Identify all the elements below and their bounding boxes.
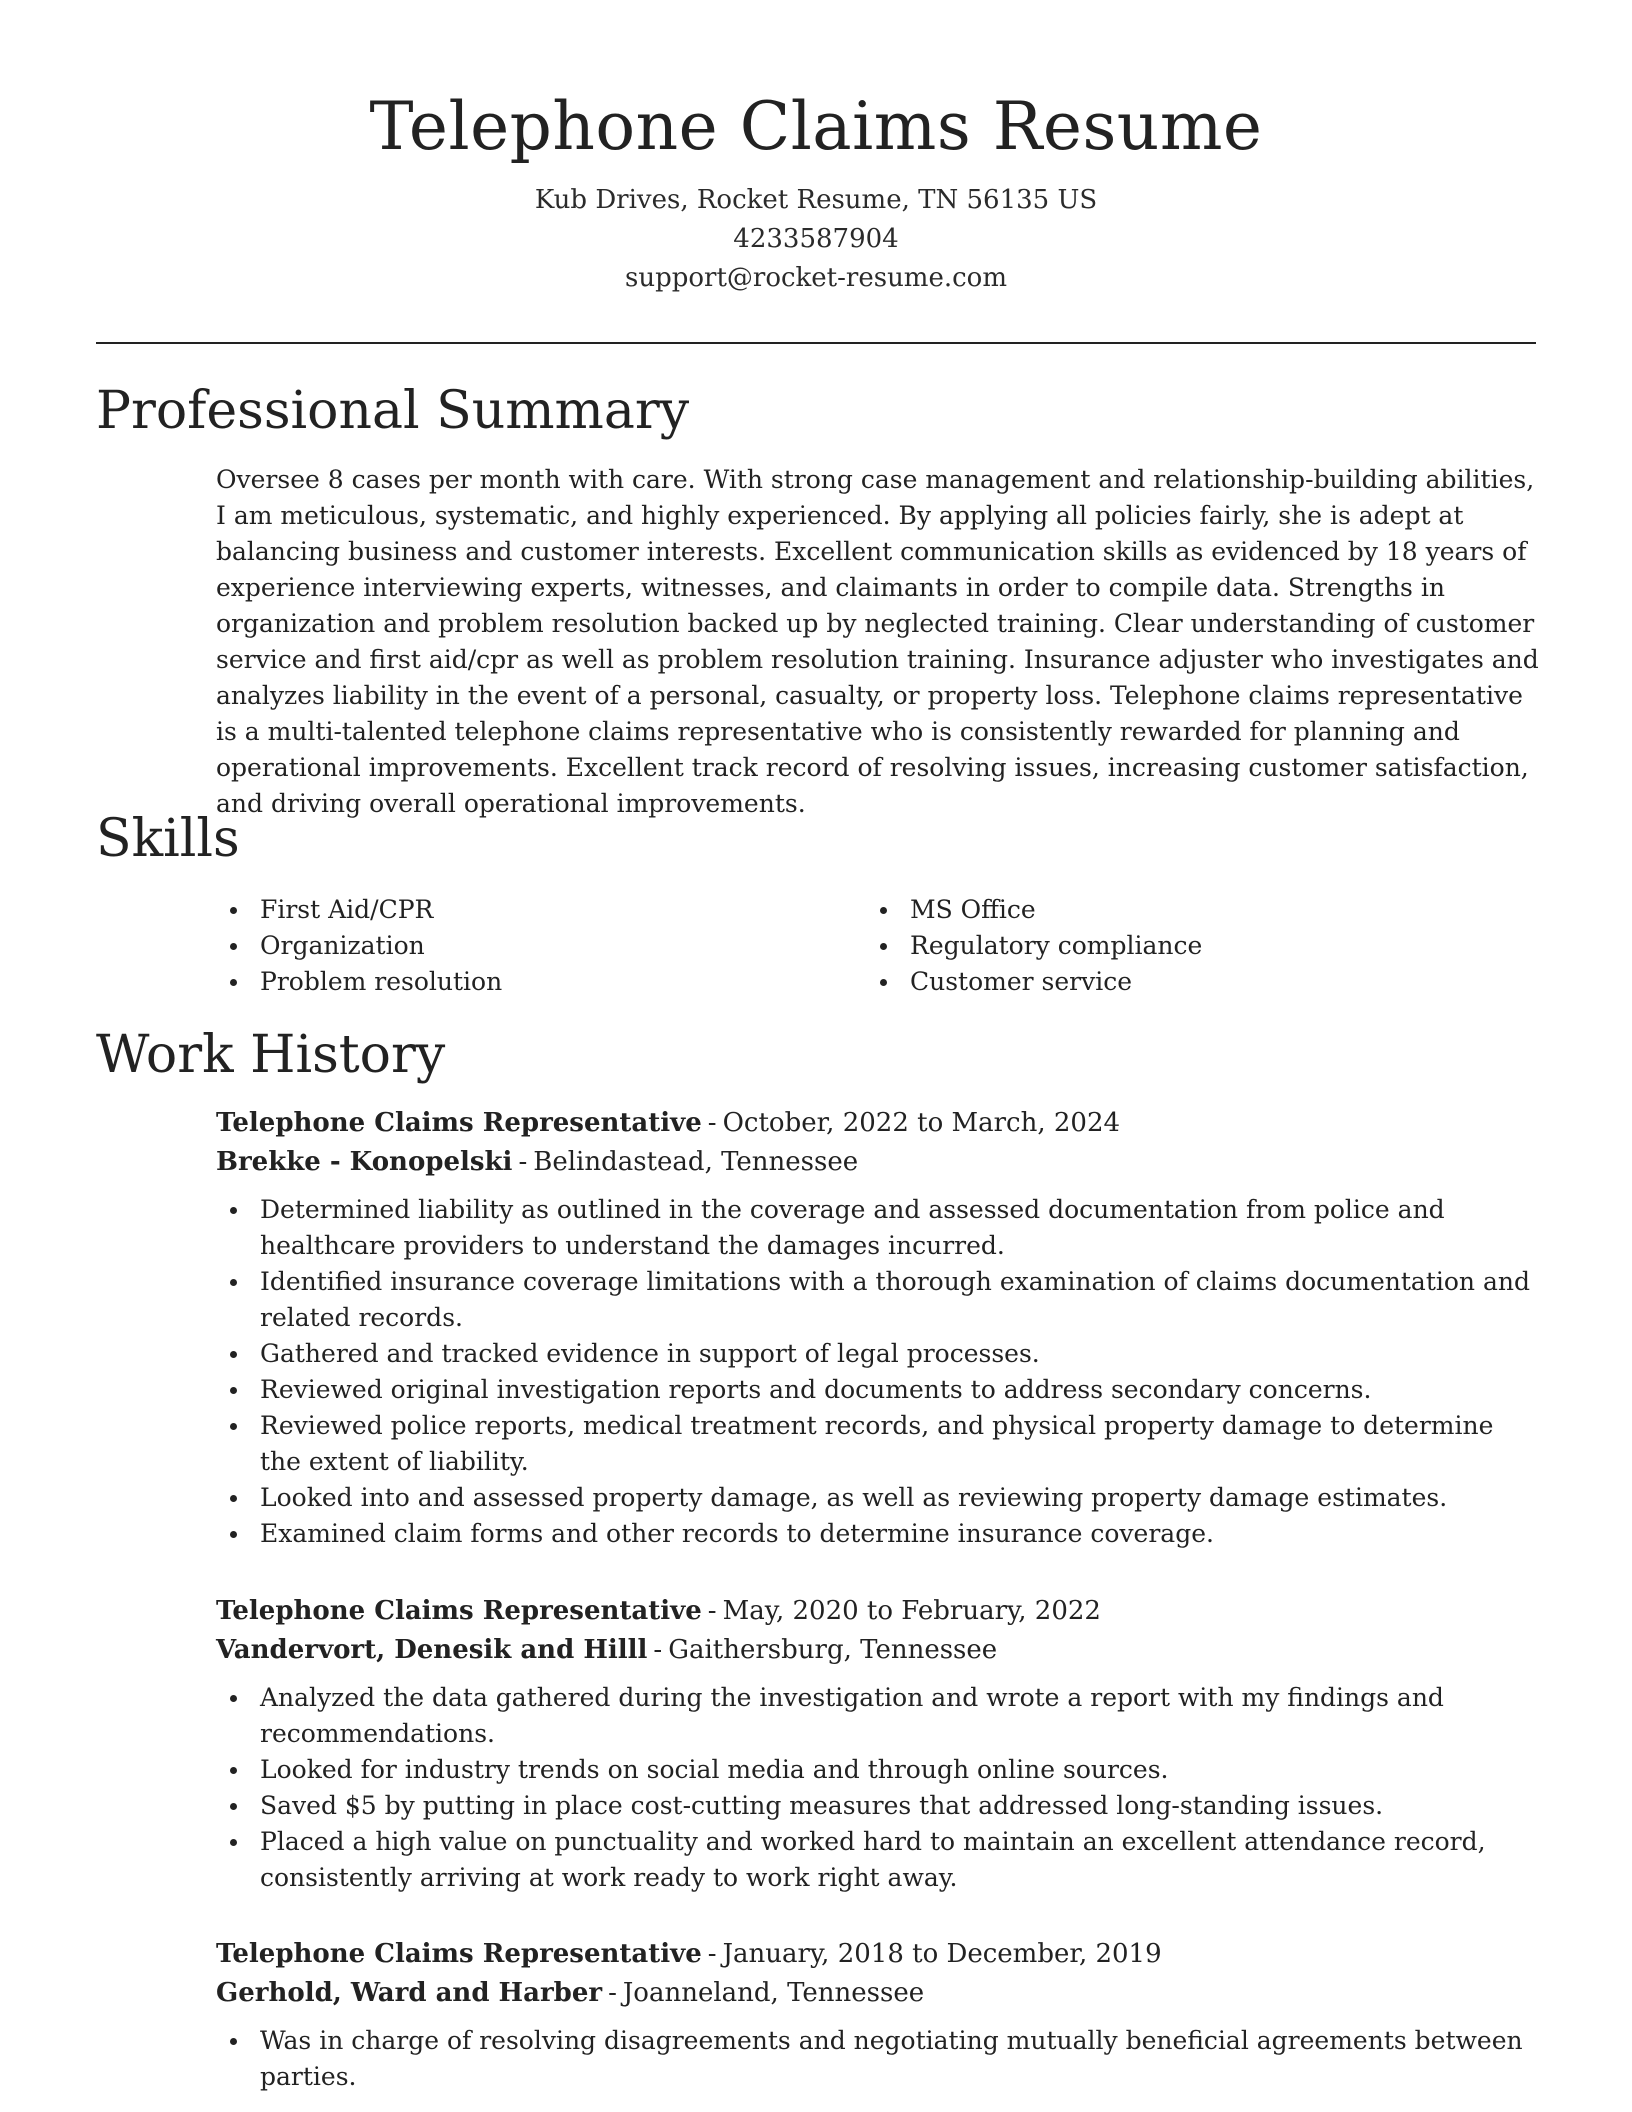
- separator: -: [707, 1596, 717, 1626]
- job-bullets: [216, 2023, 1540, 2095]
- skills-column-left: [216, 892, 502, 1000]
- separator: -: [707, 1939, 717, 1969]
- job-title-line: [216, 1104, 1540, 1142]
- job-company: Vandervort, Denesik and Hilll: [216, 1635, 648, 1665]
- skill-item: Customer service: [866, 964, 1202, 1000]
- job-dates: October, 2022 to March, 2024: [722, 1108, 1121, 1138]
- job-company-line: [216, 1142, 1540, 1182]
- separator: -: [707, 1108, 717, 1138]
- separator: -: [653, 1635, 663, 1665]
- job-entry: [216, 1592, 1540, 1896]
- job-bullet: Gathered and tracked evidence in support of legal processes.: [216, 1336, 1540, 1372]
- job-title-line: [216, 1935, 1540, 1973]
- job-bullet: Placed a high value on punctuality and worked hard to maintain an excellent attendance record, consistently arriving at work ready to work right away.: [216, 1824, 1540, 1896]
- skill-item: Regulatory compliance: [866, 928, 1202, 964]
- job-company: Brekke - Konopelski: [216, 1147, 513, 1177]
- job-bullet: Looked into and assessed property damage, as well as reviewing property damage estimates.: [216, 1480, 1540, 1516]
- job-entry: [216, 1935, 1540, 2095]
- skills-column-right: [866, 892, 1202, 1000]
- job-location: Joanneland, Tennessee: [622, 1978, 925, 2008]
- job-bullet: Analyzed the data gathered during the investigation and wrote a report with my findings and recommendations.: [216, 1680, 1540, 1752]
- job-company: Gerhold, Ward and Harber: [216, 1978, 603, 2008]
- contact-email: support@rocket-resume.com: [624, 263, 1007, 293]
- header-divider: [96, 342, 1536, 344]
- job-bullets: [216, 1680, 1540, 1896]
- skill-item: First Aid/CPR: [216, 892, 502, 928]
- job-bullet: Examined claim forms and other records to determine insurance coverage.: [216, 1516, 1540, 1552]
- skill-item: Organization: [216, 928, 502, 964]
- job-bullet: Identified insurance coverage limitations with a thorough examination of claims documentation and related records.: [216, 1264, 1540, 1336]
- contact-phone: 4233587904: [733, 224, 899, 254]
- skills-heading: Skills: [96, 809, 240, 869]
- job-title: Telephone Claims Representative: [216, 1108, 702, 1138]
- job-dates: May, 2020 to February, 2022: [722, 1596, 1101, 1626]
- job-title: Telephone Claims Representative: [216, 1596, 702, 1626]
- job-location: Gaithersburg, Tennessee: [668, 1635, 998, 1665]
- job-entry: [216, 1104, 1540, 1552]
- job-dates: January, 2018 to December, 2019: [722, 1939, 1162, 1969]
- job-location: Belindastead, Tennessee: [533, 1147, 859, 1177]
- job-title-line: [216, 1592, 1540, 1630]
- job-bullet: Looked for industry trends on social media and through online sources.: [216, 1752, 1540, 1788]
- job-bullet: Determined liability as outlined in the coverage and assessed documentation from police and healthcare providers to understand the damages incurred.: [216, 1192, 1540, 1264]
- separator: -: [518, 1147, 528, 1177]
- job-bullet: Reviewed police reports, medical treatment records, and physical property damage to determine the extent of liability.: [216, 1408, 1540, 1480]
- summary-heading: Professional Summary: [96, 381, 690, 441]
- job-title: Telephone Claims Representative: [216, 1939, 702, 1969]
- separator: -: [608, 1978, 617, 2008]
- job-company-line: [216, 1630, 1540, 1670]
- job-bullet: Was in charge of resolving disagreements and negotiating mutually beneficial agreements between parties.: [216, 2023, 1540, 2095]
- skill-item: Problem resolution: [216, 964, 502, 1000]
- job-bullet: Saved $5 by putting in place cost-cutting measures that addressed long-standing issues.: [216, 1788, 1540, 1824]
- contact-address: Kub Drives, Rocket Resume, TN 56135 US: [534, 185, 1098, 215]
- skill-item: MS Office: [866, 892, 1202, 928]
- summary-text: Oversee 8 cases per month with care. With strong case management and relationship-building abilities, I am meticulous, systematic, and highly experienced. By applying all policies fairly, she is adept at balancing business and customer interests. Excellent communication skills as evidenced by 18 years of experience interviewing experts, witnesses, and claimants in order to compile data. Strengths in organization and problem resolution backed up by neglected training. Clear understanding of customer service and first aid/cpr as well as problem resolution training. Insurance adjuster who investigates and analyzes liability in the event of a personal, casualty, or property loss. Telephone claims representative is a multi-talented telephone claims representative who is consistently rewarded for planning and operational improvements. Excellent track record of resolving issues, increasing customer satisfaction, and driving overall operational improvements.: [216, 465, 1539, 818]
- resume-header: [0, 82, 1632, 298]
- work-history-heading: Work History: [96, 1025, 446, 1085]
- job-bullets: [216, 1192, 1540, 1552]
- resume-title: Telephone Claims Resume: [369, 88, 1263, 165]
- job-bullet: Reviewed original investigation reports and documents to address secondary concerns.: [216, 1372, 1540, 1408]
- job-company-line: [216, 1973, 1540, 2013]
